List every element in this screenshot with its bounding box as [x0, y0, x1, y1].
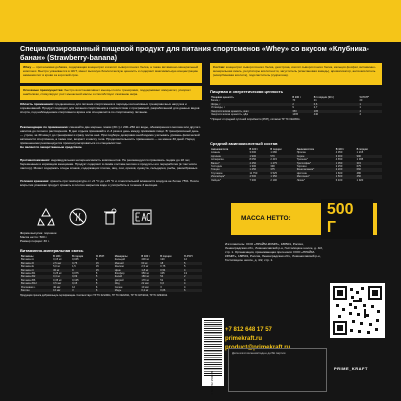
amino-heading: Средний аминокислотный состав: [210, 141, 278, 146]
brand-logo: PRIME_KRAFT: [334, 366, 368, 371]
table-cell: Белок, г: [211, 99, 221, 103]
table-cell: 0,06: [159, 289, 183, 292]
table-cell: 1 250: [249, 168, 270, 171]
table-cell: Изолейцин*: [210, 175, 249, 178]
table-cell: 1 350: [269, 175, 295, 178]
certification-icons: [34, 205, 154, 229]
benefits-text: быстро восстанавливает мышцы после тренировки, поддерживает иммунитет, ускоряет анаболизм, стимулирует рост мышечной массы и способствует сжиганию жира.: [23, 88, 191, 96]
table-cell: 1,5: [72, 265, 76, 269]
table-cell: 675: [356, 165, 361, 169]
table-cell: Витамин D: [20, 262, 52, 265]
contraindications-text: индивидуальная непереносимость компонентов. Не рекомендуется принимать людям до 18 лет, беременным и кормящим женщинам. Продукт содержит в своём составе молоко и продукты его переработки (в том числе лактозу). Может содержать следы злаков, содержащих глютен, яиц, сои, орехов, кунжута, сельдерея, рыбы, ракообразных.: [20, 158, 199, 170]
table-cell: 4: [359, 113, 361, 117]
phone-number[interactable]: +7 812 648 17 57: [225, 327, 272, 333]
table-cell: 0,2 мг: [140, 289, 159, 292]
table-cell: 0,54: [159, 269, 183, 272]
column-header: Минералы: [114, 255, 128, 258]
table-cell: 170 мг: [141, 278, 150, 282]
table-cell: Витамин B1: [21, 272, 36, 276]
table-cell: 70: [292, 99, 296, 103]
benefits-heading: Основные преимущества:: [23, 88, 64, 92]
qr-code-pattern: [333, 286, 382, 335]
table-cell: 7 300: [249, 178, 257, 182]
qr-code[interactable]: [330, 283, 385, 338]
table-cell: Валин*: [210, 162, 249, 165]
table-cell: 20: [359, 99, 363, 103]
table-cell: Медь: [114, 289, 141, 292]
table-cell: 0,25 мг: [53, 272, 62, 276]
table-cell: 15: [95, 269, 114, 272]
table-cell: 4 050: [335, 151, 343, 155]
table-cell: 375: [269, 168, 295, 171]
table-row: [210, 113, 382, 116]
release-form: Форма выпуска: порошок.: [20, 231, 58, 235]
no-gmo-icon: [66, 205, 90, 229]
nutrition-table: [210, 96, 382, 122]
table-cell: 570: [269, 155, 295, 158]
table-cell: 1 395: [356, 158, 364, 162]
product-facts: [20, 232, 140, 244]
table-row: [210, 179, 382, 182]
table-cell: 60 мг: [140, 262, 159, 265]
column-header: В 100 г: [53, 255, 62, 258]
table-cell: 30 мг: [52, 269, 71, 272]
storage-block: [20, 180, 202, 188]
table-cell: 440: [313, 113, 319, 117]
table-cell: 2 190: [270, 178, 277, 182]
table-cell: 40 мкг: [53, 285, 61, 289]
purpose-text: предназначен для питания спортсменов в периоды интенсивных тренировочных нагрузок и соревнований. Продукт подходит для питания спортсменов в соответствии с программой, разработанной для данных видов спорта, под наблюдением спортивного врача или специалиста по спортивному питанию.: [20, 102, 200, 114]
table-cell: 350: [291, 110, 312, 113]
table-cell: 105: [160, 272, 165, 276]
table-cell: 6: [95, 285, 98, 289]
table-cell: 2: [291, 103, 312, 106]
table-cell: 9: [71, 269, 95, 272]
table-cell: Цинк: [114, 269, 141, 272]
website-link[interactable]: primekraft.ru: [225, 336, 263, 342]
column-header: В порции: [356, 148, 368, 151]
email-link[interactable]: product@primekraft.ru: [225, 345, 291, 351]
table-cell: Метионин*: [296, 175, 335, 178]
table-cell: Глутамин.: [211, 171, 224, 175]
table-cell: 0,105: [72, 278, 79, 282]
table-cell: 390: [270, 165, 275, 169]
purpose-heading: Область применения:: [20, 102, 54, 106]
table-cell: 0,075: [72, 272, 79, 276]
table-cell: 2 200: [335, 168, 356, 171]
table-cell: 4 500: [249, 175, 270, 178]
table-cell: 10 мкг: [141, 285, 149, 289]
intro-lead-bold: Whey: [23, 65, 32, 69]
table-cell: 6: [183, 289, 202, 292]
table-cell: Тирозин: [296, 165, 307, 169]
table-cell: 2,7: [313, 106, 318, 110]
batch-date-label: Дата изготовления/годен до/№ партии: [232, 351, 286, 355]
table-cell: 1 275: [269, 162, 295, 165]
table-cell: Углеводы, г: [211, 106, 225, 110]
column-header: В порции: [72, 255, 84, 258]
column-header: Витамины: [21, 255, 34, 258]
table-cell: Аспарагин.: [211, 158, 225, 162]
table-cell: Пролин: [296, 151, 306, 155]
table-cell: 4 250: [249, 162, 270, 165]
table-cell: Фолиевая к.: [21, 285, 36, 289]
table-cell: 13: [184, 272, 187, 276]
table-cell: 450: [356, 175, 382, 178]
table-cell: 15: [95, 262, 114, 265]
table-cell: Калий: [114, 275, 141, 278]
purpose-block: [20, 103, 202, 115]
table-cell: 1: [358, 103, 382, 106]
table-cell: 105: [313, 110, 359, 113]
contraindications-block: [20, 159, 202, 171]
table-cell: Биотин: [20, 289, 52, 292]
top-accent-band: [0, 0, 401, 42]
table-cell: 0,045: [72, 258, 79, 262]
table-cell: Селен: [114, 285, 123, 289]
trash-bin-icon: [98, 205, 122, 229]
table-cell: 3: [160, 285, 162, 289]
table-cell: 5: [95, 275, 114, 278]
table-cell: Лизин*: [296, 178, 305, 182]
table-cell: 4: [184, 285, 186, 289]
column-header: % РСП: [95, 255, 105, 258]
table-cell: 315: [356, 162, 382, 165]
table-cell: 4: [358, 110, 382, 113]
usage-text: смешайте две мерные ложки (30 г) с 200–250 мл воды, обезжиренного молока или другого напитка до полного растворения. В дни отдыха принимайте 2–3 раза в день между приёмами пищи. В тренировочный день — утром, за 30 минут до тренировки и сразу после неё. При подборе дозировки необходимо учитывать уровень физической активности спортсмена, а также пол, возраст и массу тела. Продолжительность применения — не менее 30 дней. Перед применением рекомендуется проконсультироваться со специалистом.: [20, 125, 201, 145]
batch-date-box: [228, 348, 327, 392]
table-cell: 3 525: [270, 171, 277, 175]
table-cell: Триптофан*: [296, 162, 335, 165]
column-header: Пищевая ценность: [211, 96, 234, 99]
table-cell: 3: [71, 289, 95, 292]
table-cell: 3 600: [249, 151, 257, 155]
table-cell: 1 215: [356, 151, 364, 155]
table-cell: 8 050: [249, 158, 257, 162]
table-cell: 5: [95, 278, 98, 282]
manufacturer-info: Изготовитель: ООО «ПРАЙМ-КРАФТ», 188501, Россия, Ленинградская обл., Ломоносовский р-н, Гостилицкое шоссе, д. 4/2, стр. 1. Организация, принимающая претензии: ООО «ПРАЙМ-КРАФТ», 188501, Россия, Ленинградская обл., Ломоносовский р-н, Гостилицкое шоссе, д. 4/2, стр. 1.: [225, 242, 323, 262]
usage-block: [20, 126, 202, 149]
table-cell: 5: [183, 262, 202, 265]
table-cell: 1 300: [249, 165, 257, 169]
table-cell: Треонин*: [296, 158, 308, 162]
table-cell: 18: [159, 262, 183, 265]
table-cell: 2,5 мкг: [52, 262, 71, 265]
intro-box: [20, 63, 202, 83]
benefits-box: [20, 86, 202, 100]
table-cell: 1 900: [249, 155, 270, 158]
table-cell: Энергетическая ценность, кДж: [211, 113, 249, 117]
table-cell: 0,5 мкг: [52, 282, 71, 285]
column-header: В 1 порции (30 г): [313, 96, 335, 99]
table-cell: Жиры, г: [210, 103, 291, 106]
table-cell: 5: [95, 272, 98, 276]
table-cell: Витамин B6: [21, 278, 36, 282]
net-mass-text: Масса нетто: 500 г.: [20, 234, 48, 239]
table-cell: Аланин: [211, 151, 220, 155]
table-cell: 1 080: [270, 151, 277, 155]
table-cell: Витамин B2: [20, 275, 52, 278]
table-cell: 21: [313, 99, 317, 103]
column-header: В порции: [160, 255, 172, 258]
column-header: В 100 г: [141, 255, 150, 258]
net-weight-value: 500 Г: [321, 199, 373, 239]
table-cell: 4: [183, 269, 202, 272]
table-cell: 0,3 мг: [52, 275, 71, 278]
table-cell: 4 650: [335, 158, 343, 162]
table-cell: 120: [160, 258, 165, 262]
product-title: Специализированный пищевой продукт для питания спортсменов «Whey» со вкусом «Клубника-банан» (Strawberry-banana): [20, 44, 369, 62]
table-cell: 0,35 мг: [53, 278, 62, 282]
table-cell: Железо: [114, 265, 124, 269]
table-cell: 0,09: [71, 275, 95, 278]
vitamins-footnote: Продукция прошла добровольную сертификацию. Соответствует ТР ТС 021/2011, ТР ТС 022/2011, ТР ТС 027/2012, ТР ТС 029/2012.: [20, 294, 168, 298]
table-cell: 6,6: [159, 282, 183, 285]
table-cell: Кальций: [114, 258, 125, 262]
table-cell: Фосфор: [114, 272, 125, 276]
table-cell: 1465: [292, 113, 299, 117]
table-row: [20, 289, 202, 292]
table-cell: 9: [292, 106, 294, 110]
table-cell: 5,0 мг: [53, 265, 61, 269]
table-cell: 1,8 мг: [140, 269, 159, 272]
net-weight-label: МАССА НЕТТО:: [241, 215, 291, 223]
usage-heading: Рекомендации по применению:: [20, 125, 69, 129]
column-header: Аминокислота: [296, 148, 314, 151]
table-cell: 350 мг: [141, 272, 150, 276]
recycle-icon: [34, 205, 58, 229]
table-cell: 15: [95, 265, 99, 269]
column-header: В 100 г: [249, 148, 258, 151]
eac-mark-icon: [130, 205, 154, 229]
barcode: [202, 318, 224, 395]
composition-box: [210, 63, 382, 85]
table-cell: Витамин A: [21, 258, 34, 262]
table-cell: Серин: [296, 155, 335, 158]
table-cell: 1: [359, 106, 361, 110]
table-cell: 2 250: [335, 165, 343, 169]
table-cell: 10 мкг: [52, 289, 71, 292]
table-cell: 51: [160, 278, 164, 282]
column-header: % РСП*: [359, 96, 369, 99]
table-cell: 5: [95, 258, 98, 262]
table-cell: 2 415: [270, 158, 277, 162]
table-cell: Магний: [114, 262, 141, 265]
table-cell: Витамин B12: [20, 282, 52, 285]
column-header: В 100 г: [335, 148, 345, 151]
table-cell: Натрий: [114, 278, 124, 282]
table-cell: Лейцин*: [211, 178, 221, 182]
table-cell: 11 750: [249, 171, 258, 175]
table-cell: 4: [183, 282, 202, 285]
table-cell: 0,75: [71, 262, 95, 265]
table-cell: 1 500: [335, 175, 356, 178]
table-cell: 990: [356, 155, 382, 158]
table-cell: Фенилаланин*: [296, 168, 335, 171]
table-cell: Йод: [114, 282, 141, 285]
intro-lead: — протеиновая добавка, содержащая концентрат и изолят сывороточного белка, а также витаминно-минеральный комплекс. Быстро усваивается в ЖКТ, имеет высокую биологическую ценность и содержит максимальную концентрацию аминокислот в крови за короткий срок.: [23, 65, 199, 77]
table-cell: Гистидин: [211, 165, 223, 169]
table-cell: 1 050: [335, 162, 356, 165]
net-weight-badge: [231, 203, 377, 235]
column-header: Аминокислота: [211, 148, 229, 151]
table-cell: 6 400: [335, 178, 343, 182]
column-header: В 100 г: [292, 96, 301, 99]
table-cell: 2,5 мг: [141, 265, 149, 269]
table-cell: 480: [356, 171, 361, 175]
not-medicine-note: Не является лекарственным средством.: [20, 144, 83, 149]
table-cell: Глицин: [210, 168, 249, 171]
table-cell: 4: [184, 278, 186, 282]
nutrition-footnote: * Процент от средней суточной потребности (РСП), согласно ТР ТС 022/2011.: [210, 118, 301, 122]
table-cell: 660: [356, 168, 382, 171]
table-cell: 2: [183, 275, 202, 278]
vitamins-table: [20, 255, 202, 297]
table-cell: Витамин C: [20, 269, 52, 272]
table-cell: 3 300: [335, 155, 356, 158]
barcode-number: 4 627152 350038: [210, 371, 214, 395]
composition-text: концентрат сывороточного белка, декстроза, изолят сывороточного белка, кальция фосфат, витаминно-минеральная смесь, регуляторы кислотности, загуститель (ксантановая камедь), ароматизатор, антиокислитель (аскорбиновая кислота), подсластитель (сукралоза).: [213, 65, 376, 77]
table-cell: Витамин E: [21, 265, 34, 269]
table-cell: 1 600: [335, 171, 343, 175]
contraindications-heading: Противопоказания:: [20, 158, 50, 162]
table-cell: 0,15: [71, 282, 95, 285]
table-cell: 12: [72, 285, 75, 289]
table-cell: 0,15 мг: [53, 258, 62, 262]
storage-text: хранить при температуре от +5 °С до +25 °С и относительной влажности воздуха не более 75%. После вскрытия упаковки продукт хранить в плотно закрытом виде и употребить в течение 3 месяцев.: [20, 179, 199, 187]
table-cell: 400 мг: [141, 258, 150, 262]
table-cell: 5: [184, 265, 186, 269]
table-cell: 1 920: [356, 178, 364, 182]
table-cell: 6: [95, 289, 114, 292]
table-cell: 5: [95, 282, 114, 285]
table-cell: Энергетическая ценность, ккал: [210, 110, 291, 113]
table-cell: 22 мкг: [140, 282, 159, 285]
table-cell: Аргинин: [210, 155, 249, 158]
table-cell: 12: [184, 258, 187, 262]
column-header: % РСП: [184, 255, 193, 258]
storage-heading: Условия хранения:: [20, 179, 50, 183]
vitamins-heading: Витаминно-минеральная смесь: [20, 248, 84, 253]
table-cell: 0,6: [313, 103, 359, 106]
table-cell: 0,75: [160, 265, 166, 269]
table-cell: 180 мг: [140, 275, 159, 278]
composition-heading: Состав:: [213, 65, 225, 69]
portion-size: Размер порции: 30 г.: [20, 238, 50, 243]
nutrition-heading: Пищевая и энергетическая ценность: [210, 89, 284, 94]
amino-table: [210, 148, 382, 182]
table-cell: Цистеин: [296, 171, 307, 175]
table-cell: 54: [159, 275, 183, 278]
column-header: В порции: [270, 148, 282, 151]
